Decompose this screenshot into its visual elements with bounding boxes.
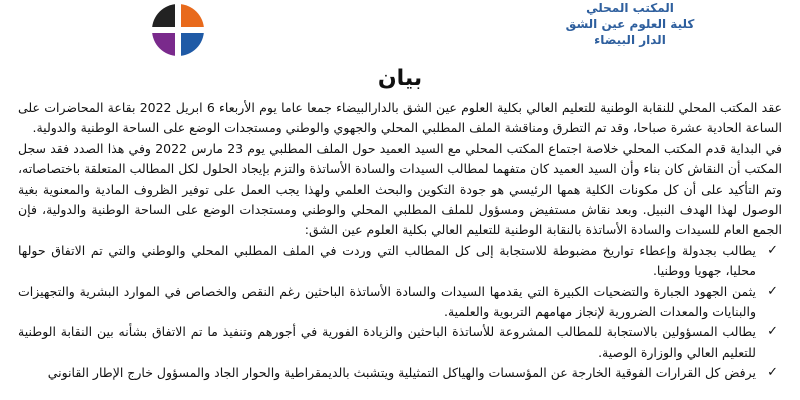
demand-item xyxy=(18,322,782,363)
paragraph-summary: في البداية قدم المكتب المحلي خلاصة اجتماع المكتب المحلي مع السيد العميد حول الملف المطلبي يوم 23 مارس 2022 وفي هذا الصدد فقد سجل المكتب أن النقاش كان بناء وأن السيد العميد كان متفهما لمطالب السيدات والسادة الأساتذة والتزم بإيجاد الحلول لكل المطالب المتعلقة باختصاصاته، وتم التأكيد على أن كل مكونات الكلية همها الرئيسي هو جودة التكوين والبحث العلمي ولهذا يجب العمل على توفير الظروف المادية والمعنوية بغية الوصول لهذا الهدف النبيل. وبعد نقاش مستفيض ومسؤول للملف المطلبي المحلي والوطني ومستجدات الوضع على الساحة الوطنية والدولية، فإن الجمع العام للسيدات والسادة الأساتذة بالنقابة الوطنية للتعليم العالي بكلية العلوم عين الشق: xyxy=(18,140,782,238)
demands-list xyxy=(18,241,782,384)
org-line-faculty: كلية العلوم عين الشق xyxy=(565,17,695,31)
demand-item xyxy=(18,363,782,383)
statement-body xyxy=(18,98,782,384)
demand-item xyxy=(18,241,782,282)
paragraph-intro: عقد المكتب المحلي للنقابة الوطنية للتعليم العالي بكلية العلوم عين الشق بالدارالبيضاء جمعا عاما يوم الأربعاء 6 ابريل 2022 بقاعة المحاضرات على الساعة الحادية عشرة صباحا، وقد تم التطرق ومناقشة الملف المطلبي المحلي والجهوي والوطني ومستجدات الوضع على الساحة الوطنية والدولية. xyxy=(18,100,783,136)
union-logo xyxy=(142,0,214,56)
demand-item xyxy=(18,282,782,323)
checkmark-icon: ✓ xyxy=(767,365,778,381)
org-line-office: المكتب المحلي xyxy=(586,1,674,15)
checkmark-icon: ✓ xyxy=(767,283,778,299)
document-title: بيان xyxy=(377,66,423,91)
demand-text: يطالب بجدولة وإعطاء تواريخ مضبوطة للاستجابة إلى كل المطالب التي وردت في الملف المطلبي المحلي والوطني والتي تم الاتفاق حولها محليا، جهويا ووطنيا. xyxy=(18,242,756,279)
org-line-city: الدار البيضاء xyxy=(594,33,666,47)
demand-text: يرفض كل القرارات الفوقية الخارجة عن المؤسسات والهياكل التمثيلية ويتشبث بالديمقراطية والحوار الجاد والمسؤول خارج الإطار القانوني xyxy=(47,365,756,381)
demand-text: يطالب المسؤولين بالاستجابة للمطالب المشروعة للأساتذة الباحثين والزيادة الفورية في أجورهم وتنفيذ ما تم الاتفاق بشأنه بين النقابة الوطنية للتعليم العالي والوزارة الوصية. xyxy=(18,324,756,360)
logo-emblem xyxy=(152,4,204,56)
org-header xyxy=(520,0,740,48)
checkmark-icon: ✓ xyxy=(767,324,778,340)
checkmark-icon: ✓ xyxy=(767,242,778,258)
demand-text: يثمن الجهود الجبارة والتضحيات الكبيرة التي يقدمها السيدات والسادة الأساتذة الباحثين رغم النقص والخصاص في الموارد البشرية والتجهيزات والبنايات والمعدات الضرورية لإنجاز مهامهم التربوية والعلمية. xyxy=(18,283,756,320)
